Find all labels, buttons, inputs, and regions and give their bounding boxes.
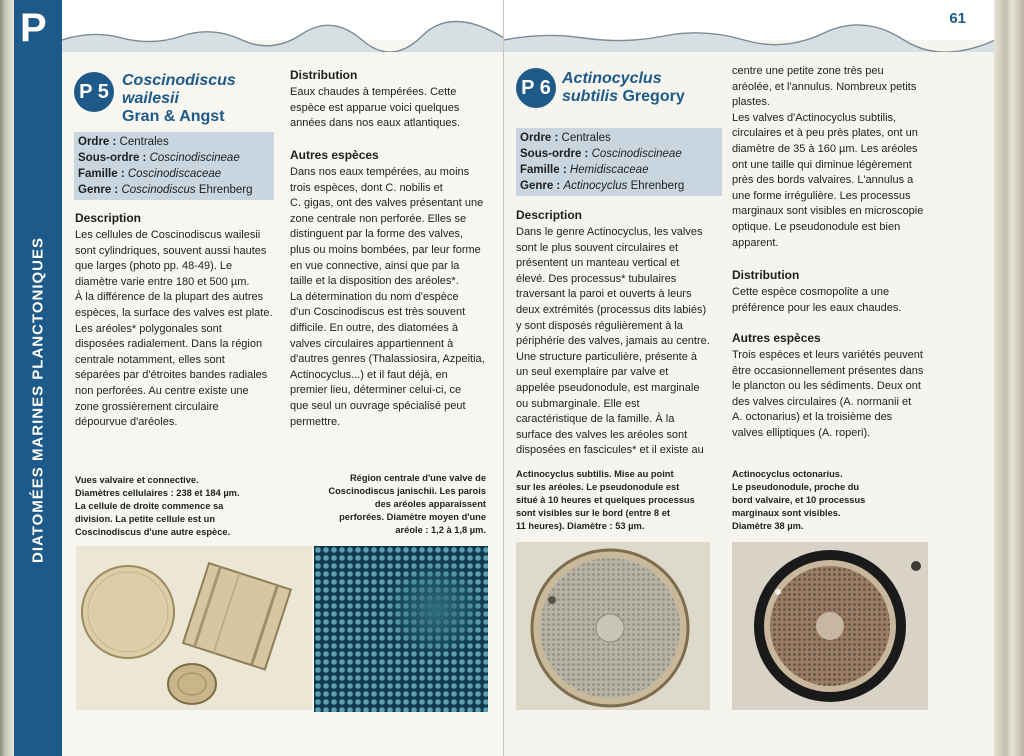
wave-header [62,0,504,52]
text-line: Eaux chaudes à tempérées. Cette [290,86,457,98]
text-line: Les aréoles* polygonales sont [75,322,222,335]
text-line: disposées radialement. Dans la région [75,338,263,351]
caption-line: 11 heures). Diamètre : 53 µm. [516,521,645,531]
text-line: À la différence de la plupart des autres [75,291,264,304]
text-line: Dans nos eaux tempérées, au moins [290,166,470,178]
text-line: préférence pour les eaux chaudes. [732,301,902,314]
photo-caption-left [516,468,726,533]
text-line: trois espèces, dont C. nobilis et [290,181,443,194]
taxonomy-box [74,132,274,200]
text-line: difficile. En outre, des diatomées à [290,321,458,334]
text-line: Trois espèces et leurs variétés peuvent [732,349,923,361]
caption-line: sont visibles sur le bord (entre 8 et [516,508,670,518]
text-line: diamètre de 35 à 160 µm. Les aréoles [732,142,918,155]
caption-line: Région centrale d'une valve de [349,473,486,483]
text-line: ont une taille qui diminue légèrement [732,158,912,171]
caption-line: marginaux sont visibles. [732,508,841,518]
text-line: deux extrémités (processus dits labiés) [516,303,707,316]
text-line: des valves circulaires (A. normanii et [732,395,912,408]
text-line: dépourvue d'aréoles. [75,416,178,429]
species-title: Actinocyclus subtilis Gregory [562,70,685,105]
taxonomy-row: Genre : Actinocyclus Ehrenberg [520,180,685,192]
species-title: Coscinodiscus wailesii Gran & Angst [122,72,236,125]
text-line: centrale notamment, elles sont [75,353,225,366]
text-line: un seul exemplaire par valve et [516,366,669,379]
text-line: élevé. Des processus* tubulaires [516,272,677,285]
text-line: distinguent par la forme des valves, [290,228,464,241]
text-line: circulaires et à peu près plates, ont un [732,127,918,140]
micrograph-actinocyclus-octonarius [732,542,928,710]
taxonomy-row: Sous-ordre : Coscinodiscineae [78,152,240,164]
text-line: C. gigas, ont des valves présentant une [290,197,484,210]
text-line: permettre. [290,415,341,428]
page-edge [994,0,1024,756]
micrograph-coscinodiscus-wailesii [76,546,312,710]
text-line: zone centrale non perforée. Elles se [290,212,467,225]
text-line: plastes. [732,96,770,109]
text-line: une forme irrégulière. Les processus [732,189,911,202]
text-line: Les cellules de Coscinodiscus wailesii [75,229,261,241]
entry-badge: P 5 [74,72,114,112]
text-line: que larges (photo pp. 48-49). Le [75,260,233,273]
taxonomy-row: Famille : Hemidiscaceae [520,164,649,176]
text-line: d'un Coscinodiscus est très souvent [290,306,466,319]
other-species-section: Autres espèces Trois espèces et leurs variétés peuvent être occasionnellement présentes dans le plancton ou les sédiments. Deux ont des valves circulaires (A. normanii et A. octonarius) et la troisième des valves elliptiques (A. roperi). [732,331,942,442]
other-species-text [290,165,496,430]
description-text-continued [732,64,942,251]
text-line: que seul un ouvrage spécialisé peut [290,399,466,412]
caption-line: aréole : 1,2 à 1,8 µm. [395,525,486,535]
text-line: sont le plus souvent circulaires et [516,241,679,254]
caption-line: Actinocyclus octonarius. [732,469,843,479]
caption-line: sur les aréoles. Le pseudonodule est [516,482,680,492]
caption-line: Coscinodiscus janischii. Les parois [328,486,486,496]
text-line: périphérie des valves, jamais au centre. [516,335,710,348]
text-line: centre une petite zone très peu [732,65,884,77]
text-line: apparent. [732,236,779,249]
text-line: appelée pseudonodule, est marginale [516,381,700,394]
text-line: espèces, la surface des valves est plate. [75,306,273,319]
caption-line: situé à 10 heures et quelques processus [516,495,695,505]
text-line: caractéristique de la famille. À la [516,413,675,426]
taxonomy-row: Sous-ordre : Coscinodiscineae [520,148,682,160]
page-number: 61 [949,10,966,27]
text-line: diamètre varie entre 180 et 500 µm. [75,275,250,288]
text-line: être occasionnellement présentes dans [732,364,924,377]
caption-line: Actinocyclus subtilis. Mise au point [516,469,674,479]
caption-line: Diamètres cellulaires : 238 et 184 µm. [75,488,240,498]
caption-line: Le pseudonodule, proche du [732,482,860,492]
text-line: Cette espèce cosmopolite a une [732,286,890,298]
distribution-text [290,85,490,132]
description-section: Description Dans le genre Actinocyclus, les valves sont le plus souvent circulaires et présentent un manteau vertical et élevé. Des processus* tubulaires traversant la paroi et ouverts à leurs deux extrémités (processus dits labiés) y sont disposés régulièrement à la périphérie des valves, jamais au centre. Une structure particulière, présente à un seul exemplaire par valve et appelée pseudonodule, est marginale ou submarginale. Elle est caractéristique de la famille. À la surface des valves les aréoles sont disposées en fascicules* et il existe au [516,208,726,459]
text-line: aréolée, et l'annulus. Nombreux petits [732,80,917,93]
text-line: y sont disposés régulièrement à la [516,319,683,332]
text-line: zone grossièrement circulaire [75,400,219,413]
text-line: marginaux sont visibles en microscopie [732,205,924,218]
side-title: DIATOMÉES MARINES PLANCTONIQUES [29,236,47,564]
left-page [0,0,504,756]
text-line: taille et la disposition des aréoles*. [290,275,459,288]
text-line: Actinocyclus...) et il faut déjà, en [290,368,448,381]
text-line: ou submarginale. Elle est [516,397,640,410]
description-section: Description Les cellules de Coscinodiscus wailesii sont cylindriques, souvent aussi hautes que larges (photo pp. 48-49). Le diamètre varie entre 180 et 500 µm. À la différence de la plupart des autres espèces, la surface des valves est plate. Les aréoles* polygonales sont disposées radialement. Dans la région centrale notamment, elles sont séparées par d'étroites bandes radiales non perforées. Au centre existe une zone grossièrement circulaire dépourvue d'aréoles. [75,211,285,431]
taxonomy-row: Ordre : Centrales [520,132,611,144]
caption-line: La cellule de droite commence sa [75,501,224,511]
caption-line: bord valvaire, et 10 processus [732,495,866,505]
section-letter: P [20,6,47,50]
caption-line: des aréoles apparaissent [374,499,486,509]
taxonomy-row: Ordre : Centrales [78,136,169,148]
micrograph-actinocyclus-subtilis [516,542,710,710]
text-line: d'autres genres (Thalassiosira, Azpeitia, [290,353,485,366]
photo-caption-left [75,474,295,539]
photo-caption-right [300,472,486,537]
micrograph-coscinodiscus-janischii [314,546,488,712]
text-line: disposées en fascicules* et il existe au [516,444,704,457]
text-line: La détermination du nom d'espèce [290,290,459,303]
text-line: non perforées. Au centre existe une [75,384,249,397]
text-line: A. octonarius) et la troisième des [732,411,893,424]
taxonomy-row: Famille : Coscinodiscaceae [78,168,222,180]
description-text [75,228,285,431]
caption-line: perforées. Diamètre moyen d'une [339,512,486,522]
entry-badge: P 6 [516,68,556,108]
text-line: espèce est apparue voici quelques [290,101,460,114]
right-page [504,0,1024,756]
text-line: optique. Le pseudonodule est bien [732,220,901,233]
taxonomy-row: Genre : Coscinodiscus Ehrenberg [78,184,253,196]
text-line: présentent un manteau vertical et [516,257,680,270]
text-line: le plancton ou les sédiments. Deux ont [732,380,921,393]
taxonomy-box [516,128,722,196]
wave-header [504,0,1004,52]
text-line: en vue connective, ainsi que par la [290,259,460,272]
caption-line: Coscinodiscus d'une autre espèce. [75,527,231,537]
caption-line: Diamètre 38 µm. [732,521,804,531]
photo-caption-right [732,468,932,533]
text-line: Les valves d'Actinocyclus subtilis, [732,111,897,124]
description-text [516,225,726,459]
text-line: Une structure particulière, présente à [516,350,697,363]
text-line: Dans le genre Actinocyclus, les valves [516,226,703,238]
text-line: près des bords valvaires. L'annulus a [732,174,914,187]
text-line: premier lieu, déterminer celui-ci, ce [290,384,462,397]
page-edge [0,0,14,756]
text-line: traversant la paroi et ouverts à leurs [516,288,692,301]
text-line: années dans nos eaux atlantiques. [290,117,461,130]
distribution-section: Distribution Cette espèce cosmopolite a une préférence pour les eaux chaudes. [732,268,942,316]
text-line: valves circulaires appartiennent à [290,337,454,350]
distribution-section: Distribution Eaux chaudes à tempérées. Cette espèce est apparue voici quelques années dans nos eaux atlantiques. [290,68,490,132]
text-line: séparées par d'étroites bandes radiales [75,369,268,382]
text-line: sont cylindriques, souvent aussi hautes [75,244,267,257]
other-species-text [732,348,942,442]
caption-line: division. La petite cellule est un [75,514,216,524]
text-line: surface des valves les aréoles sont [516,428,688,441]
caption-line: Vues valvaire et connective. [75,475,199,485]
distribution-text [732,285,942,316]
other-species-section: Autres espèces Dans nos eaux tempérées, au moins trois espèces, dont C. nobilis et C. gigas, ont des valves présentant une zone centrale non perforée. Elles se distinguent par la forme des valves, plus ou moins bombées, par leur forme en vue connective, ainsi que par la taille et la disposition des aréoles*. La détermination du nom d'espèce d'un Coscinodiscus est très souvent difficile. En outre, des diatomées à valves circulaires appartiennent à d'autres genres (Thalassiosira, Azpeitia, Actinocyclus...) et il faut déjà, en premier lieu, déterminer celui-ci, ce que seul un ouvrage spécialisé peut permettre. [290,148,496,430]
text-line: plus ou moins bombées, par leur forme [290,243,481,256]
description-continued [732,64,942,251]
text-line: valves elliptiques (A. roperi). [732,426,871,439]
